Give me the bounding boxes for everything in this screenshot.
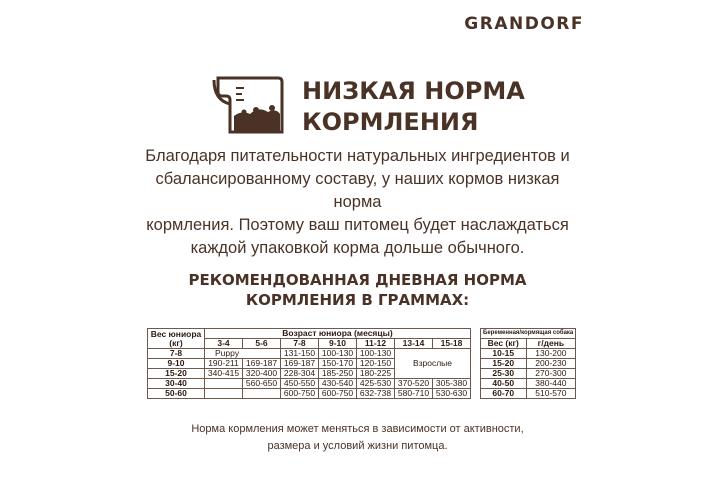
weight-cell: 9-10 — [148, 359, 205, 369]
intro-line: Благодаря питательности натуральных ингредиентов и — [145, 147, 570, 165]
age-col: 5-6 — [243, 339, 281, 349]
table-cell: 600-750 — [281, 389, 319, 399]
intro-line: кормления. Поэтому ваш питомец будет наслаждаться — [146, 216, 569, 234]
table-cell: 180-225 — [357, 369, 395, 379]
table-row — [481, 359, 576, 369]
intro-text — [130, 145, 585, 260]
table-cell — [205, 389, 243, 399]
weight-cell: 50-60 — [148, 389, 205, 399]
page-title — [302, 76, 525, 138]
table-row — [481, 369, 576, 379]
table-cell: 425-530 — [357, 379, 395, 389]
footnote-line: Норма кормления может меняться в зависимости от активности, — [191, 423, 524, 435]
page-title-line: НИЗКАЯ НОРМА — [302, 77, 525, 105]
table-row — [148, 349, 471, 359]
table-cell — [243, 389, 281, 399]
table-cell: 131-150 — [281, 349, 319, 359]
age-col: 9-10 — [319, 339, 357, 349]
recommendation-title-line: РЕКОМЕНДОВАННАЯ ДНЕВНАЯ НОРМА — [188, 271, 527, 289]
table-cell: 600-750 — [319, 389, 357, 399]
brand-logo: GRANDORF — [464, 14, 584, 34]
table-cell: 169-187 — [281, 359, 319, 369]
page-title-line: КОРМЛЕНИЯ — [302, 108, 479, 136]
footnote-line: размера и условий жизни питомца. — [267, 440, 448, 452]
table-cell: 100-130 — [319, 349, 357, 359]
weight-cell: 40-50 — [481, 379, 527, 389]
intro-line: сбалансированному составу, у наших кормов низкая норма — [155, 170, 560, 211]
col-daily-header: г/день — [526, 339, 576, 349]
table-row — [481, 389, 576, 399]
table-cell: 190-211 — [205, 359, 243, 369]
pregnant-feeding-table — [480, 328, 576, 399]
puppy-label: Puppy — [205, 349, 281, 359]
measuring-cup-icon — [212, 70, 286, 136]
recommendation-title — [150, 270, 565, 310]
table-row — [148, 389, 471, 399]
table-row — [481, 379, 576, 389]
table-cell: 320-400 — [243, 369, 281, 379]
table-cell: 200-230 — [526, 359, 576, 369]
intro-line: каждой упаковкой корма дольше обычного. — [190, 239, 525, 257]
age-col: 11-12 — [357, 339, 395, 349]
age-header: Возраст юниора (месяцы) — [205, 329, 471, 339]
weight-cell: 7-8 — [148, 349, 205, 359]
table-cell: 450-550 — [281, 379, 319, 389]
table-cell: 430-540 — [319, 379, 357, 389]
age-col: 7-8 — [281, 339, 319, 349]
table-cell: 185-250 — [319, 369, 357, 379]
weight-cell: 15-20 — [148, 369, 205, 379]
table-cell: 270-300 — [526, 369, 576, 379]
weight-cell: 10-15 — [481, 349, 527, 359]
table-cell: 632-738 — [357, 389, 395, 399]
table-cell: 510-570 — [526, 389, 576, 399]
table-cell: 120-150 — [357, 359, 395, 369]
weight-cell: 15-20 — [481, 359, 527, 369]
table-cell: 100-130 — [357, 349, 395, 359]
weight-header: Вес юниора (кг) — [148, 329, 205, 349]
table-cell: 580-710 — [395, 389, 433, 399]
footnote — [180, 421, 535, 455]
table-cell: 370-520 — [395, 379, 433, 389]
table-cell: 530-630 — [433, 389, 471, 399]
pregnant-header: Беременная/кормящая собака — [481, 329, 576, 339]
table-cell: 169-187 — [243, 359, 281, 369]
table-cell: 340-415 — [205, 369, 243, 379]
recommendation-title-line: КОРМЛЕНИЯ В ГРАММАХ: — [245, 291, 470, 309]
adult-label: Взрослые — [395, 349, 471, 379]
junior-feeding-table — [147, 328, 471, 399]
age-col: 15-18 — [433, 339, 471, 349]
weight-cell: 60-70 — [481, 389, 527, 399]
table-cell: 560-650 — [243, 379, 281, 389]
table-cell: 380-440 — [526, 379, 576, 389]
col-weight-header: Вес (кг) — [481, 339, 527, 349]
weight-cell: 30-40 — [148, 379, 205, 389]
table-cell: 150-170 — [319, 359, 357, 369]
table-row — [148, 379, 471, 389]
table-cell: 305-380 — [433, 379, 471, 389]
age-col: 3-4 — [205, 339, 243, 349]
table-cell: 228-304 — [281, 369, 319, 379]
age-col: 13-14 — [395, 339, 433, 349]
weight-cell: 25-30 — [481, 369, 527, 379]
table-cell — [205, 379, 243, 389]
table-row — [481, 349, 576, 359]
table-cell: 130-200 — [526, 349, 576, 359]
